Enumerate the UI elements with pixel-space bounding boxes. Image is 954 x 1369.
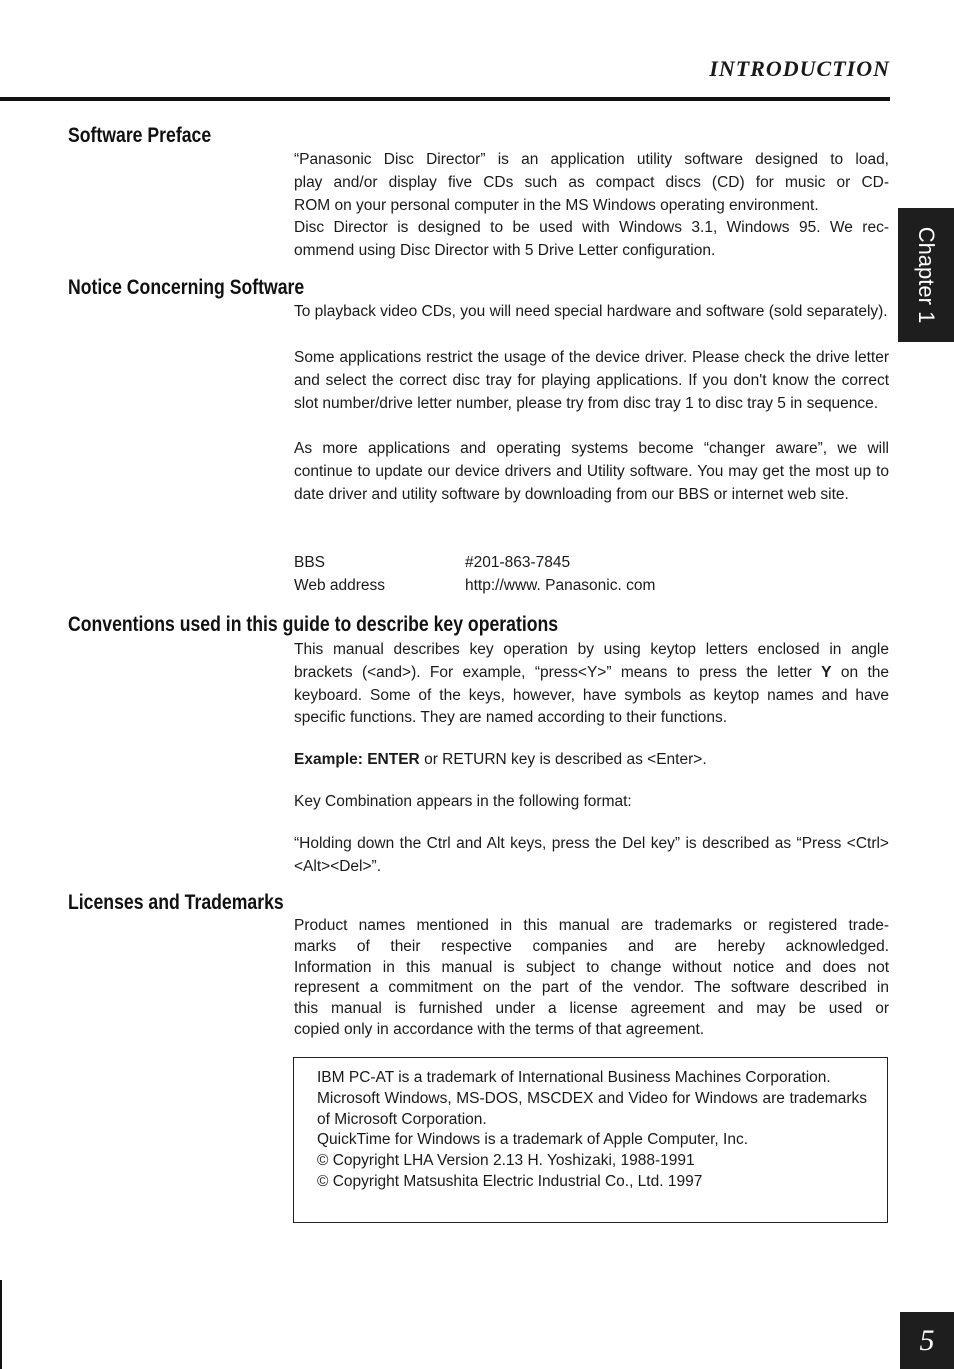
licenses-line: represent a commitment on the part of the vendor. The software described in (294, 979, 889, 997)
contact-value: http://www. Panasonic. com (465, 576, 656, 594)
notice-paragraph-2: Some applications restrict the usage of the device driver. Please check the drive letter and select the correct disc tray for playing applications. If you don't know the correct slot number/drive letter number, please try from disc tray 1 to disc tray 5 in sequence. (294, 349, 889, 412)
conventions-text: This manual describes key operation by using keytop letters enclosed in angle brackets (<and>). For example, “press<Y>” means to press the letter (294, 641, 889, 681)
page-number: 5 (900, 1312, 954, 1369)
trademark-item: Microsoft Windows, MS-DOS, MSCDEX and Video for Windows are trademarks of Microsoft Corporation. (317, 1089, 867, 1128)
licenses-line: copied only in accordance with the terms of that agreement. (294, 1020, 705, 1038)
contact-label: BBS (294, 554, 326, 571)
preface-line: play and/or display five CDs such as compact discs (CD) for music or CD- (294, 173, 889, 191)
preface-line: “Panasonic Disc Director” is an application utility software designed to load, (294, 151, 889, 168)
preface-line: ROM on your personal computer in the MS Windows operating environment. (294, 196, 819, 214)
licenses-line: marks of their respective companies and are hereby acknowledged. (294, 937, 889, 955)
trademark-list (317, 1068, 867, 1193)
conventions-paragraph-1 (294, 639, 889, 730)
copyright-item: © Copyright LHA Version 2.13 H. Yoshizaki, 1988-1991 (317, 1152, 695, 1170)
heading-licenses-trademarks: Licenses and Trademarks (68, 891, 284, 914)
notice-paragraph-1: To playback video CDs, you will need special hardware and software (sold separately). (294, 303, 888, 320)
margin-mark (0, 1280, 2, 1369)
chapter-tab (898, 208, 954, 342)
conventions-combo-intro: Key Combination appears in the following format: (294, 793, 632, 810)
trademark-item: IBM PC-AT is a trademark of International Business Machines Corporation. (317, 1069, 831, 1086)
contact-list (294, 552, 655, 598)
contact-row-web (294, 575, 655, 598)
copyright-item: © Copyright Matsushita Electric Industrial Co., Ltd. 1997 (317, 1172, 703, 1190)
contact-row-bbs (294, 552, 655, 575)
preface-text (294, 149, 889, 263)
key-name: Y (821, 663, 832, 681)
heading-software-preface: Software Preface (68, 124, 212, 147)
licenses-text (294, 916, 889, 1041)
running-header: INTRODUCTION (709, 56, 890, 81)
licenses-line: Product names mentioned in this manual are trademarks or registered trade- (294, 917, 889, 934)
trademark-box (293, 1057, 888, 1223)
contact-label: Web address (294, 576, 386, 594)
conventions-combo-example: “Holding down the Ctrl and Alt keys, press the Del key” is described as “Press <Ctrl><Alt><Del>”. (294, 835, 889, 875)
heading-notice-concerning-software: Notice Concerning Software (68, 276, 305, 299)
licenses-line: Information in this manual is subject to change without notice and does not (294, 958, 889, 976)
conventions-text: on the keyboard. Some of the keys, however, have symbols as keytop names and have specific functions. They are named according to their functions. (294, 663, 889, 727)
header-rule (0, 97, 890, 101)
trademark-item: QuickTime for Windows is a trademark of Apple Computer, Inc. (317, 1131, 749, 1149)
heading-conventions: Conventions used in this guide to describe key operations (68, 613, 559, 636)
chapter-tab-label: Chapter 1 (914, 226, 939, 324)
preface-line: ommend using Disc Director with 5 Drive Letter configuration. (294, 242, 716, 260)
preface-line: Disc Director is designed to be used with Windows 3.1, Windows 95. We rec- (294, 219, 889, 237)
conventions-example (294, 749, 889, 772)
licenses-line: this manual is furnished under a license agreement and may be used or (294, 1000, 889, 1018)
example-label: Example: ENTER (294, 751, 420, 768)
notice-paragraph-3: As more applications and operating systems become “changer aware”, we will continue to update our device drivers and Utility software. You may get the most up to date driver and utility software by downloading from our BBS or internet web site. (294, 440, 889, 503)
example-text: or RETURN key is described as <Enter>. (419, 751, 707, 768)
contact-value: #201-863-7845 (465, 554, 571, 571)
